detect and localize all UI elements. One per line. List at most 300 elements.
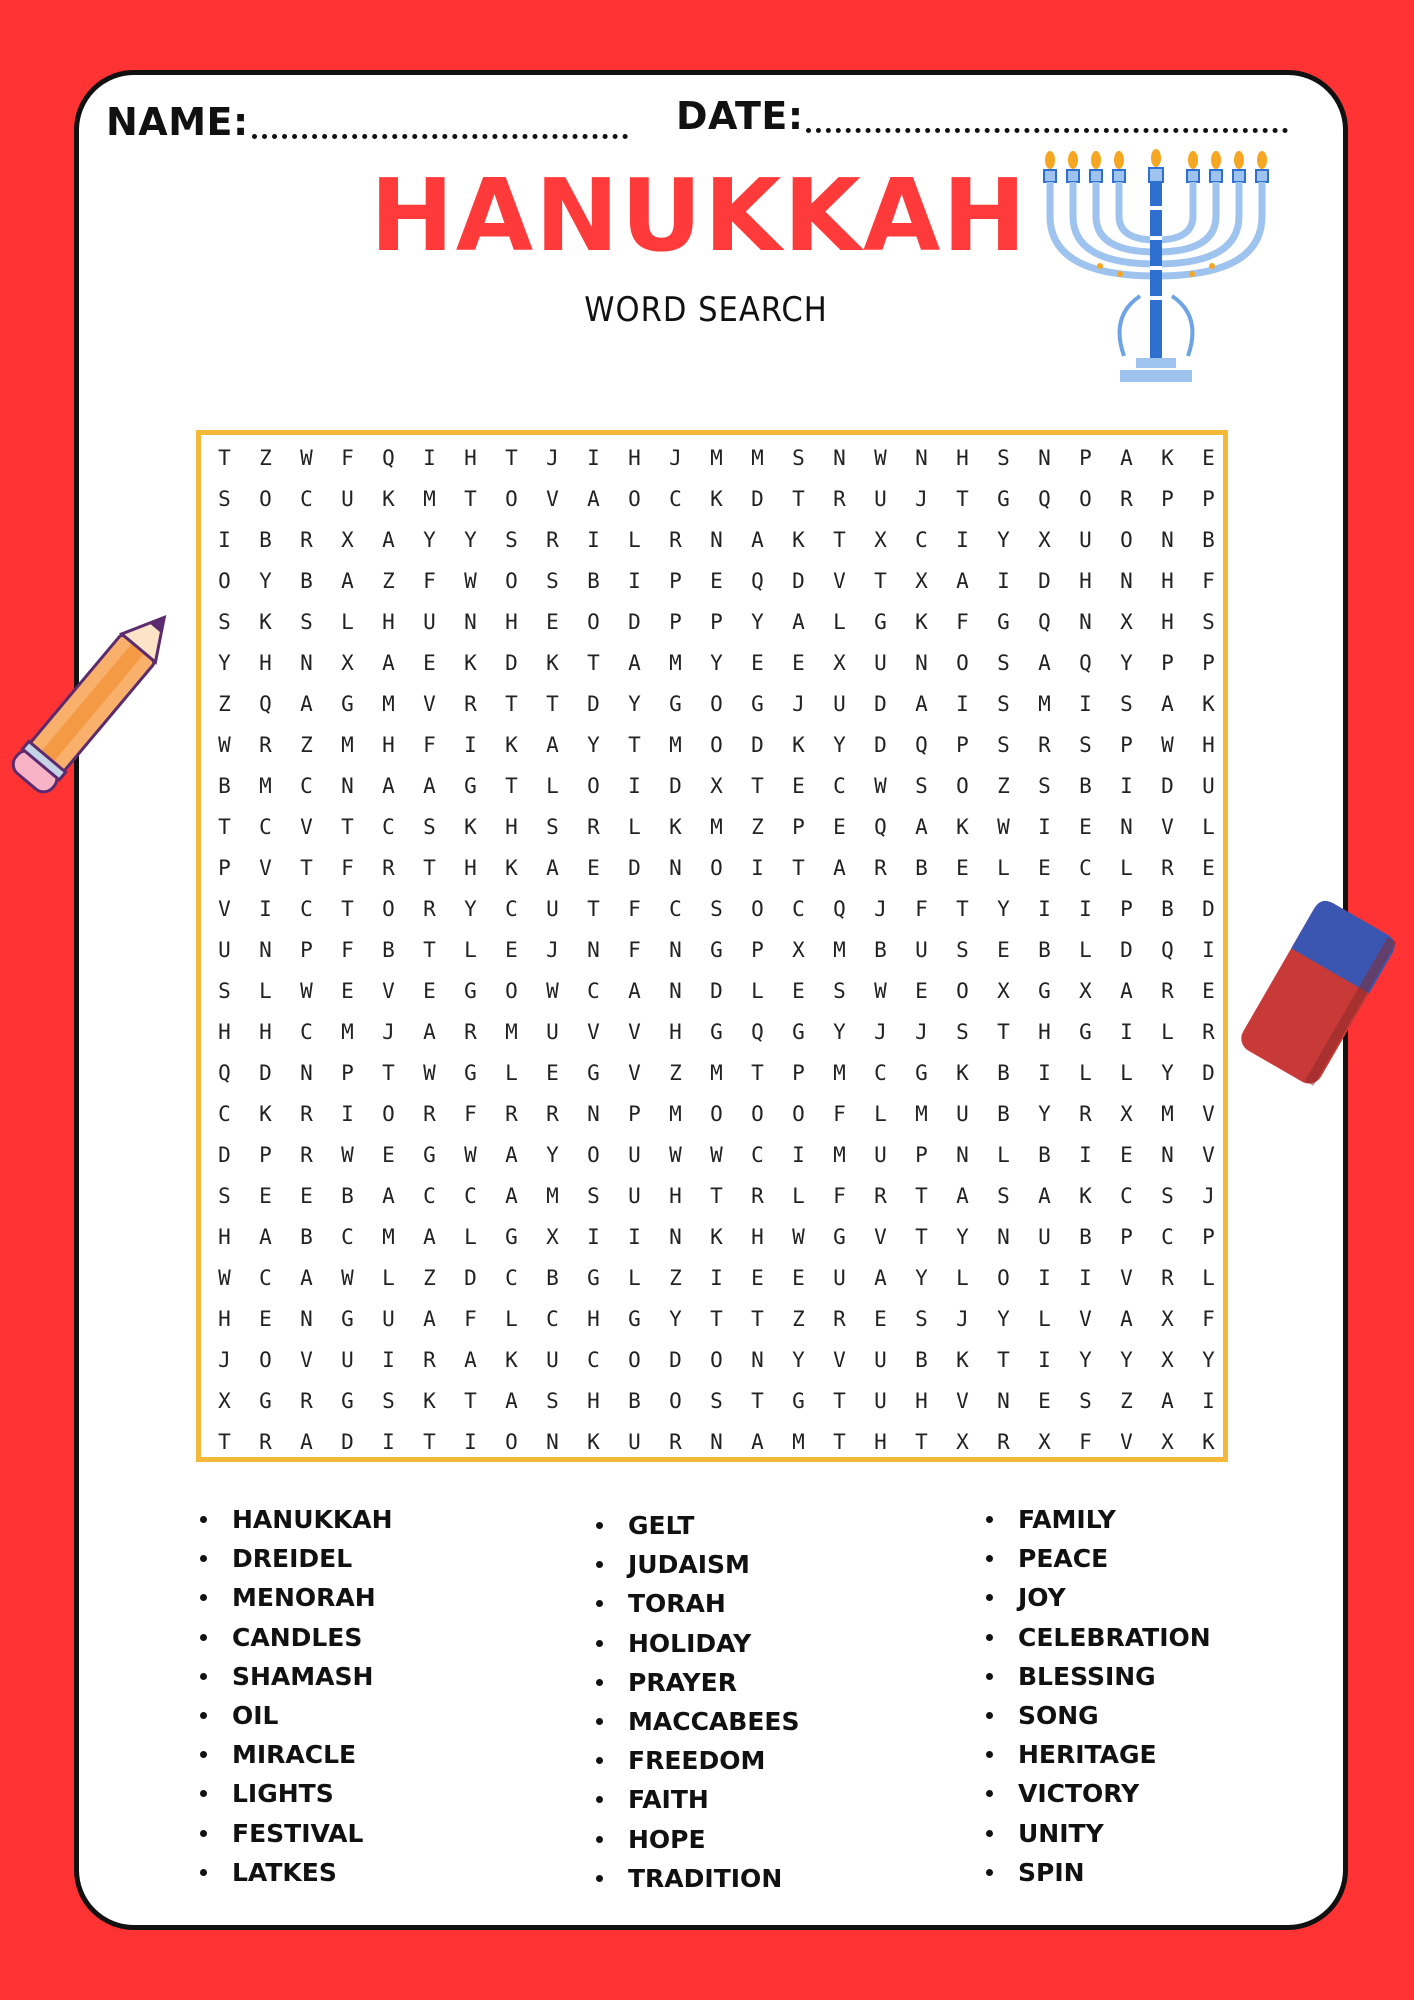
grid-letter[interactable]: A [915,815,928,839]
grid-letter[interactable]: I [464,733,477,757]
grid-letter[interactable]: E [1038,856,1051,880]
grid-letter[interactable]: N [915,446,928,470]
grid-letter[interactable]: R [751,1184,764,1208]
grid-letter[interactable]: B [382,938,395,962]
grid-letter[interactable]: A [300,1430,313,1454]
grid-letter[interactable]: S [956,938,969,962]
grid-letter[interactable]: M [259,774,272,798]
grid-letter[interactable]: Y [710,651,723,675]
grid-letter[interactable]: U [628,1143,641,1167]
grid-letter[interactable]: K [259,1102,272,1126]
grid-letter[interactable]: I [710,1266,723,1290]
grid-letter[interactable]: X [218,1389,231,1413]
grid-letter[interactable]: G [464,774,477,798]
grid-letter[interactable]: J [874,1020,887,1044]
grid-letter[interactable]: O [751,897,764,921]
grid-letter[interactable]: I [423,446,436,470]
grid-letter[interactable]: P [956,733,969,757]
grid-letter[interactable]: M [833,938,846,962]
grid-letter[interactable]: C [1120,1184,1133,1208]
grid-letter[interactable]: R [464,692,477,716]
grid-letter[interactable]: T [874,569,887,593]
grid-letter[interactable]: L [1120,1061,1133,1085]
grid-letter[interactable]: T [915,1430,928,1454]
grid-letter[interactable]: H [1202,733,1215,757]
grid-letter[interactable]: S [833,979,846,1003]
grid-letter[interactable]: C [792,897,805,921]
grid-letter[interactable]: Y [423,528,436,552]
grid-letter[interactable]: I [341,1102,354,1126]
grid-letter[interactable]: L [505,1307,518,1331]
grid-letter[interactable]: R [423,1348,436,1372]
grid-letter[interactable]: G [341,1389,354,1413]
grid-letter[interactable]: A [546,733,559,757]
grid-letter[interactable]: K [464,651,477,675]
grid-letter[interactable]: V [1120,1430,1133,1454]
grid-letter[interactable]: F [341,446,354,470]
grid-letter[interactable]: W [874,446,887,470]
grid-letter[interactable]: Y [997,1307,1010,1331]
grid-letter[interactable]: C [259,815,272,839]
grid-letter[interactable]: C [300,897,313,921]
grid-letter[interactable]: I [751,856,764,880]
grid-letter[interactable]: V [833,1348,846,1372]
grid-letter[interactable]: T [833,1389,846,1413]
grid-letter[interactable]: L [382,1266,395,1290]
grid-letter[interactable]: V [874,1225,887,1249]
grid-letter[interactable]: A [1120,1307,1133,1331]
grid-letter[interactable]: E [792,651,805,675]
grid-letter[interactable]: T [956,897,969,921]
grid-letter[interactable]: P [792,815,805,839]
grid-letter[interactable]: T [751,774,764,798]
grid-letter[interactable]: N [464,610,477,634]
grid-letter[interactable]: X [915,569,928,593]
grid-letter[interactable]: U [874,651,887,675]
grid-letter[interactable]: H [259,1020,272,1044]
grid-letter[interactable]: O [259,487,272,511]
grid-letter[interactable]: D [1038,569,1051,593]
grid-letter[interactable]: I [587,446,600,470]
grid-letter[interactable]: J [915,1020,928,1044]
grid-letter[interactable]: V [300,815,313,839]
grid-letter[interactable]: N [751,1348,764,1372]
grid-letter[interactable]: L [997,1143,1010,1167]
grid-letter[interactable]: R [833,1307,846,1331]
grid-letter[interactable]: U [833,1266,846,1290]
grid-letter[interactable]: M [792,1430,805,1454]
grid-letter[interactable]: I [956,692,969,716]
grid-letter[interactable]: N [546,1430,559,1454]
grid-letter[interactable]: Y [833,1020,846,1044]
grid-letter[interactable]: B [1202,528,1215,552]
grid-letter[interactable]: K [423,1389,436,1413]
grid-letter[interactable]: O [1120,528,1133,552]
grid-letter[interactable]: Y [997,528,1010,552]
grid-letter[interactable]: E [505,938,518,962]
grid-letter[interactable]: U [1079,528,1092,552]
grid-letter[interactable]: T [218,1430,231,1454]
grid-letter[interactable]: S [546,815,559,839]
grid-letter[interactable]: Y [997,897,1010,921]
grid-letter[interactable]: N [300,1307,313,1331]
grid-letter[interactable]: P [710,610,723,634]
grid-letter[interactable]: S [546,1389,559,1413]
grid-letter[interactable]: W [464,569,477,593]
grid-letter[interactable]: D [751,733,764,757]
grid-letter[interactable]: E [382,1143,395,1167]
grid-letter[interactable]: I [382,1348,395,1372]
grid-letter[interactable]: T [833,1430,846,1454]
grid-letter[interactable]: Y [1120,651,1133,675]
grid-letter[interactable]: P [1161,651,1174,675]
grid-letter[interactable]: Y [464,897,477,921]
grid-letter[interactable]: Z [218,692,231,716]
grid-letter[interactable]: T [628,733,641,757]
grid-letter[interactable]: V [423,692,436,716]
grid-letter[interactable]: A [587,487,600,511]
grid-letter[interactable]: U [1038,1225,1051,1249]
grid-letter[interactable]: S [587,1184,600,1208]
grid-letter[interactable]: B [218,774,231,798]
grid-letter[interactable]: K [382,487,395,511]
grid-letter[interactable]: S [423,815,436,839]
grid-letter[interactable]: N [587,938,600,962]
grid-letter[interactable]: H [382,733,395,757]
grid-letter[interactable]: W [997,815,1010,839]
grid-letter[interactable]: W [464,1143,477,1167]
grid-letter[interactable]: R [669,1430,682,1454]
grid-letter[interactable]: H [587,1307,600,1331]
grid-letter[interactable]: O [1079,487,1092,511]
grid-letter[interactable]: A [546,856,559,880]
grid-letter[interactable]: W [423,1061,436,1085]
grid-letter[interactable]: R [1161,979,1174,1003]
grid-letter[interactable]: B [628,1389,641,1413]
grid-letter[interactable]: T [710,1184,723,1208]
grid-letter[interactable]: S [218,487,231,511]
grid-letter[interactable]: F [464,1307,477,1331]
grid-letter[interactable]: A [1120,446,1133,470]
grid-letter[interactable]: I [1079,1143,1092,1167]
grid-letter[interactable]: G [751,692,764,716]
grid-letter[interactable]: N [669,938,682,962]
grid-letter[interactable]: T [505,774,518,798]
grid-letter[interactable]: S [997,651,1010,675]
grid-letter[interactable]: G [710,938,723,962]
grid-letter[interactable]: N [587,1102,600,1126]
grid-letter[interactable]: S [792,446,805,470]
grid-letter[interactable]: V [382,979,395,1003]
grid-letter[interactable]: O [628,487,641,511]
grid-letter[interactable]: S [1038,774,1051,798]
grid-letter[interactable]: J [546,446,559,470]
grid-letter[interactable]: A [792,610,805,634]
grid-letter[interactable]: N [300,1061,313,1085]
grid-letter[interactable]: I [1079,692,1092,716]
grid-letter[interactable]: O [259,1348,272,1372]
grid-letter[interactable]: U [874,487,887,511]
grid-letter[interactable]: I [1079,897,1092,921]
grid-letter[interactable]: T [218,446,231,470]
grid-letter[interactable]: T [423,856,436,880]
grid-letter[interactable]: A [423,1225,436,1249]
grid-letter[interactable]: M [1038,692,1051,716]
grid-letter[interactable]: A [505,1184,518,1208]
grid-letter[interactable]: S [710,1389,723,1413]
grid-letter[interactable]: D [259,1061,272,1085]
grid-letter[interactable]: G [628,1307,641,1331]
grid-letter[interactable]: O [669,1389,682,1413]
grid-letter[interactable]: C [423,1184,436,1208]
grid-letter[interactable]: T [751,1389,764,1413]
grid-letter[interactable]: A [382,651,395,675]
grid-letter[interactable]: Y [1120,1348,1133,1372]
grid-letter[interactable]: T [423,938,436,962]
grid-letter[interactable]: P [1120,733,1133,757]
grid-letter[interactable]: R [259,1430,272,1454]
grid-letter[interactable]: D [505,651,518,675]
grid-letter[interactable]: V [1161,815,1174,839]
grid-letter[interactable]: H [587,1389,600,1413]
grid-letter[interactable]: H [1038,1020,1051,1044]
grid-letter[interactable]: X [1161,1348,1174,1372]
grid-letter[interactable]: B [915,856,928,880]
grid-letter[interactable]: K [669,815,682,839]
grid-letter[interactable]: K [505,733,518,757]
grid-letter[interactable]: Y [956,1225,969,1249]
grid-letter[interactable]: Q [833,897,846,921]
grid-letter[interactable]: U [382,1307,395,1331]
grid-letter[interactable]: H [669,1184,682,1208]
grid-letter[interactable]: A [300,692,313,716]
grid-letter[interactable]: A [423,774,436,798]
grid-letter[interactable]: I [628,774,641,798]
grid-letter[interactable]: C [341,1225,354,1249]
grid-letter[interactable]: V [1079,1307,1092,1331]
grid-letter[interactable]: D [464,1266,477,1290]
grid-letter[interactable]: I [218,528,231,552]
grid-letter[interactable]: R [833,487,846,511]
grid-letter[interactable]: R [259,733,272,757]
grid-letter[interactable]: A [382,528,395,552]
grid-letter[interactable]: D [1202,897,1215,921]
grid-letter[interactable]: A [751,528,764,552]
grid-letter[interactable]: N [1120,815,1133,839]
grid-letter[interactable]: L [751,979,764,1003]
grid-letter[interactable]: O [792,1102,805,1126]
grid-letter[interactable]: E [874,1307,887,1331]
grid-letter[interactable]: H [915,1389,928,1413]
grid-letter[interactable]: R [382,856,395,880]
grid-letter[interactable]: F [833,1184,846,1208]
grid-letter[interactable]: S [915,774,928,798]
grid-letter[interactable]: E [792,1266,805,1290]
grid-letter[interactable]: X [1038,528,1051,552]
grid-letter[interactable]: P [300,938,313,962]
grid-letter[interactable]: K [505,856,518,880]
grid-letter[interactable]: K [546,651,559,675]
grid-letter[interactable]: G [341,692,354,716]
grid-letter[interactable]: N [341,774,354,798]
grid-letter[interactable]: D [341,1430,354,1454]
grid-letter[interactable]: W [218,733,231,757]
grid-letter[interactable]: A [751,1430,764,1454]
grid-letter[interactable]: T [341,815,354,839]
grid-letter[interactable]: X [1038,1430,1051,1454]
grid-letter[interactable]: U [874,1143,887,1167]
grid-letter[interactable]: P [628,1102,641,1126]
grid-letter[interactable]: R [1120,487,1133,511]
grid-letter[interactable]: B [300,1225,313,1249]
grid-letter[interactable]: O [751,1102,764,1126]
grid-letter[interactable]: L [628,815,641,839]
grid-letter[interactable]: S [218,979,231,1003]
grid-letter[interactable]: P [1120,897,1133,921]
grid-letter[interactable]: L [833,610,846,634]
grid-letter[interactable]: P [669,569,682,593]
grid-letter[interactable]: W [669,1143,682,1167]
grid-letter[interactable]: Z [669,1061,682,1085]
grid-letter[interactable]: V [546,487,559,511]
grid-letter[interactable]: O [587,774,600,798]
grid-letter[interactable]: G [464,979,477,1003]
grid-letter[interactable]: R [546,1102,559,1126]
grid-letter[interactable]: S [997,446,1010,470]
grid-letter[interactable]: R [300,1143,313,1167]
grid-letter[interactable]: B [1161,897,1174,921]
grid-letter[interactable]: D [874,733,887,757]
grid-letter[interactable]: L [1202,1266,1215,1290]
grid-letter[interactable]: M [710,815,723,839]
grid-letter[interactable]: R [587,815,600,839]
grid-letter[interactable]: L [628,528,641,552]
grid-letter[interactable]: F [1079,1430,1092,1454]
grid-letter[interactable]: H [628,446,641,470]
grid-letter[interactable]: C [587,1348,600,1372]
grid-letter[interactable]: K [792,528,805,552]
grid-letter[interactable]: J [956,1307,969,1331]
grid-letter[interactable]: W [341,1266,354,1290]
grid-letter[interactable]: N [710,1430,723,1454]
grid-letter[interactable]: M [915,1102,928,1126]
grid-letter[interactable]: X [1079,979,1092,1003]
grid-letter[interactable]: A [1161,692,1174,716]
grid-letter[interactable]: U [341,1348,354,1372]
grid-letter[interactable]: G [833,1225,846,1249]
grid-letter[interactable]: U [628,1430,641,1454]
grid-letter[interactable]: E [546,1061,559,1085]
grid-letter[interactable]: G [915,1061,928,1085]
grid-letter[interactable]: T [997,1020,1010,1044]
grid-letter[interactable]: B [997,1102,1010,1126]
grid-letter[interactable]: E [751,651,764,675]
grid-letter[interactable]: T [341,897,354,921]
grid-letter[interactable]: K [956,1061,969,1085]
grid-letter[interactable]: L [874,1102,887,1126]
grid-letter[interactable]: G [997,610,1010,634]
grid-letter[interactable]: U [956,1102,969,1126]
grid-letter[interactable]: X [792,938,805,962]
grid-letter[interactable]: H [874,1430,887,1454]
grid-letter[interactable]: E [792,979,805,1003]
grid-letter[interactable]: S [505,528,518,552]
grid-letter[interactable]: K [587,1430,600,1454]
grid-letter[interactable]: T [382,1061,395,1085]
grid-letter[interactable]: Q [1161,938,1174,962]
grid-letter[interactable]: L [1079,1061,1092,1085]
grid-letter[interactable]: L [259,979,272,1003]
grid-letter[interactable]: M [833,1143,846,1167]
grid-letter[interactable]: H [259,651,272,675]
grid-letter[interactable]: S [1161,1184,1174,1208]
grid-letter[interactable]: U [1202,774,1215,798]
grid-letter[interactable]: L [464,1225,477,1249]
grid-letter[interactable]: M [341,1020,354,1044]
grid-letter[interactable]: T [751,1307,764,1331]
grid-letter[interactable]: M [751,446,764,470]
grid-letter[interactable]: Z [300,733,313,757]
grid-letter[interactable]: Y [915,1266,928,1290]
grid-letter[interactable]: J [915,487,928,511]
grid-letter[interactable]: Q [1038,487,1051,511]
grid-letter[interactable]: N [833,446,846,470]
grid-letter[interactable]: B [915,1348,928,1372]
grid-letter[interactable]: T [915,1225,928,1249]
grid-letter[interactable]: A [423,1020,436,1044]
grid-letter[interactable]: G [792,1389,805,1413]
grid-letter[interactable]: L [505,1061,518,1085]
grid-letter[interactable]: X [1161,1307,1174,1331]
grid-letter[interactable]: S [382,1389,395,1413]
grid-letter[interactable]: K [259,610,272,634]
grid-letter[interactable]: R [505,1102,518,1126]
grid-letter[interactable]: J [218,1348,231,1372]
grid-letter[interactable]: R [1079,1102,1092,1126]
grid-letter[interactable]: U [546,1020,559,1044]
grid-letter[interactable]: C [915,528,928,552]
grid-letter[interactable]: U [915,938,928,962]
grid-letter[interactable]: D [669,774,682,798]
grid-letter[interactable]: W [710,1143,723,1167]
grid-letter[interactable]: P [915,1143,928,1167]
grid-letter[interactable]: Q [382,446,395,470]
grid-letter[interactable]: N [1161,528,1174,552]
grid-letter[interactable]: L [1079,938,1092,962]
grid-letter[interactable]: O [628,1348,641,1372]
grid-letter[interactable]: B [300,569,313,593]
grid-letter[interactable]: R [423,897,436,921]
grid-letter[interactable]: X [341,651,354,675]
grid-letter[interactable]: I [792,1143,805,1167]
grid-letter[interactable]: X [710,774,723,798]
grid-letter[interactable]: L [464,938,477,962]
grid-letter[interactable]: Q [915,733,928,757]
grid-letter[interactable]: M [669,1102,682,1126]
grid-letter[interactable]: D [874,692,887,716]
grid-letter[interactable]: E [423,979,436,1003]
grid-letter[interactable]: N [1079,610,1092,634]
date-field[interactable] [806,128,1288,133]
grid-letter[interactable]: O [956,651,969,675]
grid-letter[interactable]: P [341,1061,354,1085]
grid-letter[interactable]: L [1161,1020,1174,1044]
grid-letter[interactable]: F [628,938,641,962]
grid-letter[interactable]: C [382,815,395,839]
grid-letter[interactable]: J [546,938,559,962]
grid-letter[interactable]: K [1202,1430,1215,1454]
grid-letter[interactable]: T [464,1389,477,1413]
